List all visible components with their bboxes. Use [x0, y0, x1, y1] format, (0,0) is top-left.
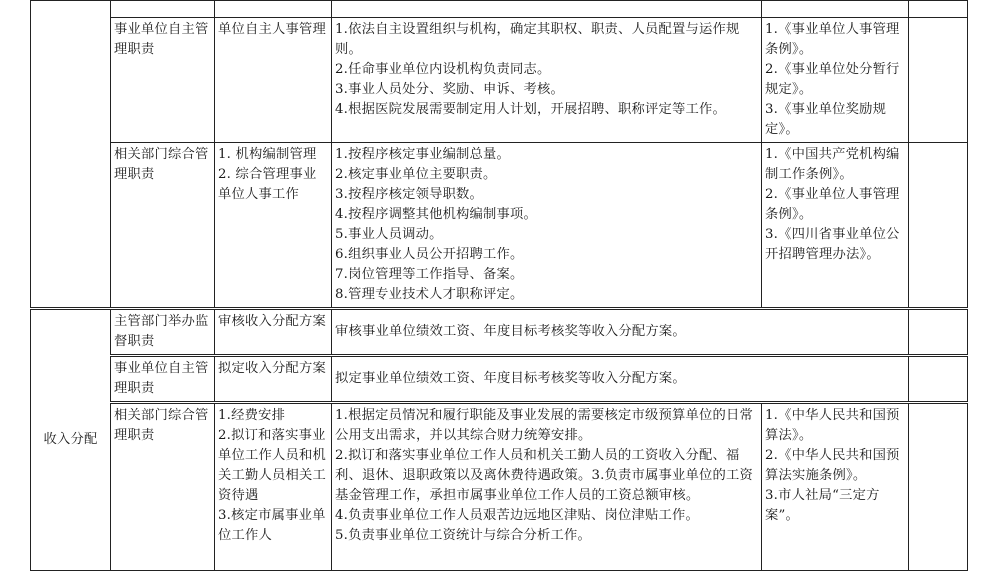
content-cell: 审核事业单位绩效工资、年度目标考核奖等收入分配方案。 [332, 309, 909, 356]
item-cell: 拟定收入分配方案 [215, 356, 332, 403]
table-row [31, 309, 968, 356]
table-row [31, 143, 968, 309]
table-row [31, 356, 968, 403]
role-cell: 主管部门举办监督职责 [111, 309, 215, 356]
item-cell: 单位自主人事管理 [215, 18, 332, 143]
role-cell: 事业单位自主管理职责 [111, 356, 215, 403]
basis-cell: 1.《中华人民共和国预算法》。 2.《中华人民共和国预算法实施条例》。 3.市人社局“三定方案”。 [762, 403, 909, 571]
table-row [31, 18, 968, 143]
content-cell: 1.依法自主设置组织与机构，确定其职权、职责、人员配置与运作规则。 2.任命事业单位内设机构负责同志。 3.事业人员处分、奖励、申诉、考核。 4.根据医院发展需要制定用人计划，开展招聘、职称评定等工作。 [332, 18, 762, 143]
table-row [31, 1, 968, 18]
content-cell: 1.根据定员情况和履行职能及事业发展的需要核定市级预算单位的日常公用支出需求，并以其综合财力统筹安排。 2.拟订和落实事业单位工作人员和机关工勤人员的工资收入分配、福利、退休、退职政策以及离休费待遇政策。3.负责市属事业单位的工资基金管理工作，承担市属事业单位工作人员的工资总额审核。 4.负责事业单位工作人员艰苦边远地区津贴、岗位津贴工作。 5.负责事业单位工资统计与综合分析工作。 [332, 403, 762, 571]
content-cell: 1.按程序核定事业编制总量。 2.核定事业单位主要职责。 3.按程序核定领导职数。 4.按程序调整其他机构编制事项。 5.事业人员调动。 6.组织事业人员公开招聘工作。 7.岗位管理等工作指导、备案。 8.管理专业技术人才职称评定。 [332, 143, 762, 309]
responsibility-table [30, 0, 968, 571]
content-cell: 拟定事业单位绩效工资、年度目标考核奖等收入分配方案。 [332, 356, 909, 403]
role-cell: 事业单位自主管理职责 [111, 18, 215, 143]
basis-cell: 1.《中国共产党机构编制工作条例》。 2.《事业单位人事管理条例》。 3.《四川省事业单位公开招聘管理办法》。 [762, 143, 909, 309]
remark-cell [909, 356, 968, 403]
remark-cell [909, 18, 968, 143]
role-cell: 相关部门综合管理职责 [111, 403, 215, 571]
item-cell: 1.经费安排 2.拟订和落实事业单位工作人员和机关工勤人员相关工资待遇 3.核定市属事业单位工作人 [215, 403, 332, 571]
remark-cell [909, 403, 968, 571]
role-cell: 相关部门综合管理职责 [111, 143, 215, 309]
category-cell: 收入分配 [31, 309, 111, 571]
table-row [31, 403, 968, 571]
remark-cell [909, 143, 968, 309]
item-cell: 1. 机构编制管理 2. 综合管理事业单位人事工作 [215, 143, 332, 309]
basis-cell: 1.《事业单位人事管理条例》。 2.《事业单位处分暂行规定》。 3.《事业单位奖励规定》。 [762, 18, 909, 143]
item-cell: 审核收入分配方案 [215, 309, 332, 356]
category-cell-prev [31, 1, 111, 309]
remark-cell [909, 309, 968, 356]
